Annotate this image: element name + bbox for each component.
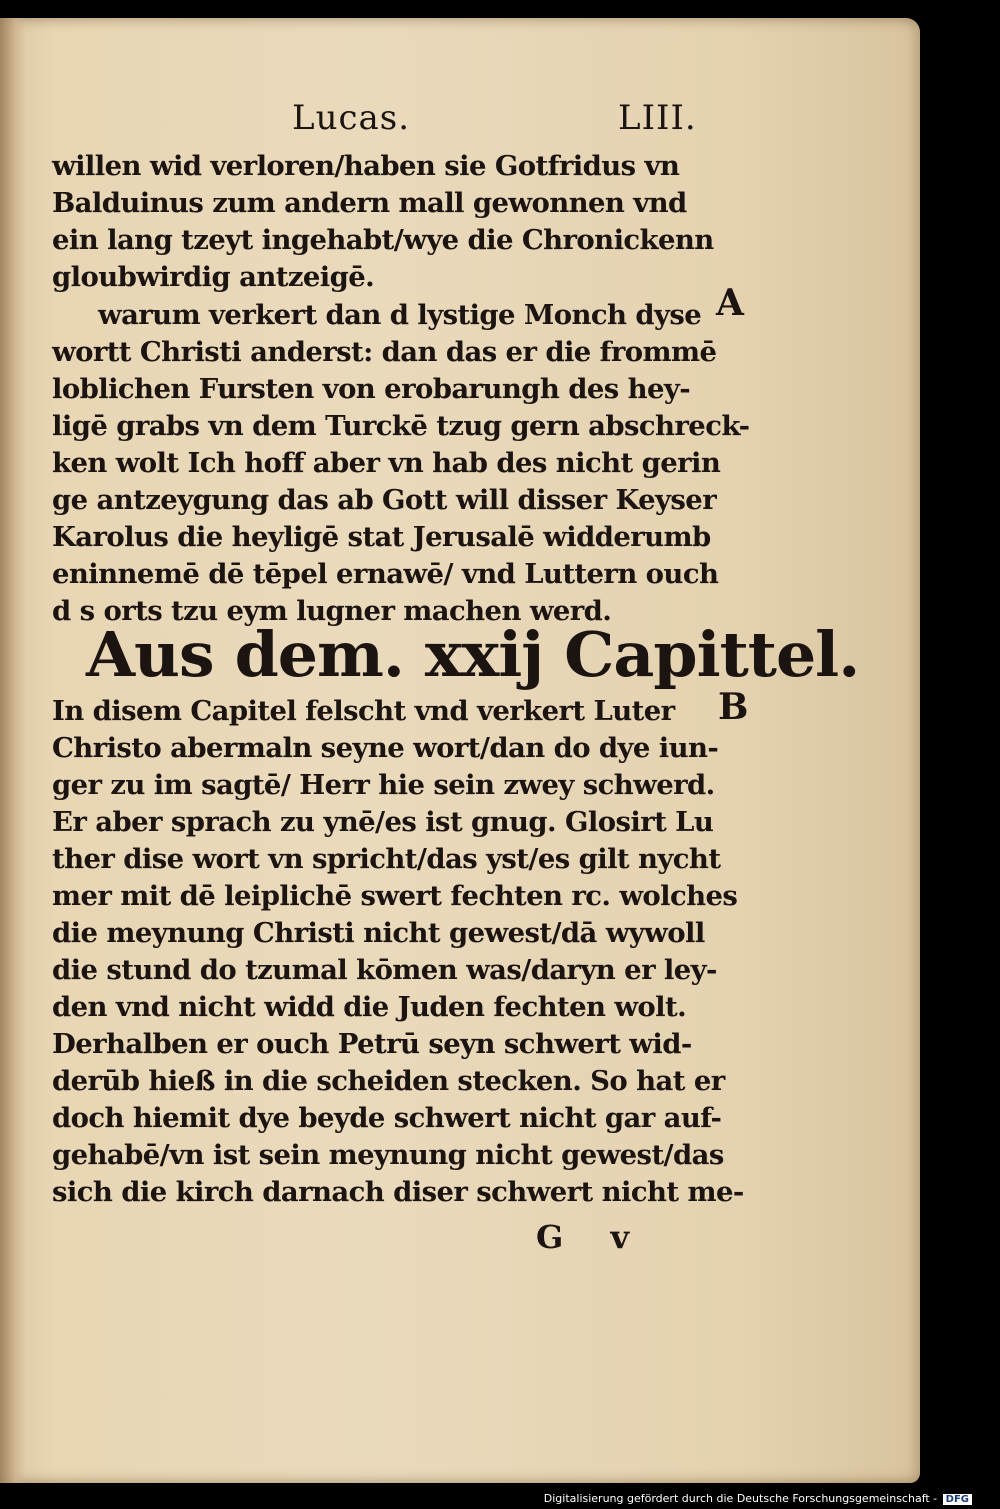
text-line: Derhalben er ouch Petrū seyn schwert wid-	[52, 1028, 692, 1060]
text-line: ligē grabs vn dem Turckē tzug gern abschreck-	[52, 410, 750, 442]
margin-marker-b: B	[718, 686, 749, 728]
text-line: eninnemē dē tēpel ernawē/ vnd Luttern ouch	[52, 558, 719, 590]
text-line: ger zu im sagtē/ Herr hie sein zwey schwerd.	[52, 769, 715, 801]
text-line: Balduinus zum andern mall gewonnen vnd	[52, 187, 687, 219]
text-line: doch hiemit dye beyde schwert nicht gar auf-	[52, 1102, 722, 1134]
text-line: loblichen Fursten von erobarungh des hey-	[52, 373, 691, 405]
text-line: ther dise wort vn spricht/das yst/es gilt nycht	[52, 843, 721, 875]
signature-mark: G v	[536, 1218, 648, 1256]
folio-number: LIII.	[618, 98, 697, 138]
text-line: gloubwirdig antzeigē.	[52, 261, 375, 293]
dfg-logo: DFG	[943, 1494, 972, 1505]
running-title: Lucas.	[292, 98, 411, 138]
text-line: die meynung Christi nicht gewest/dā wywoll	[52, 917, 705, 949]
text-line: ken wolt Ich hoff aber vn hab des nicht gerin	[52, 447, 721, 479]
text-line: In disem Capitel felscht vnd verkert Luter	[52, 695, 675, 727]
text-line: den vnd nicht widd die Juden fechten wolt.	[52, 991, 687, 1023]
margin-marker-a: A	[716, 282, 744, 324]
text-line: warum verkert dan d lystige Monch dyse	[98, 299, 702, 331]
text-line: ein lang tzeyt ingehabt/wye die Chronickenn	[52, 224, 714, 256]
text-line: willen wid verloren/haben sie Gotfridus vn	[52, 150, 680, 182]
text-line: Er aber sprach zu ynē/es ist gnug. Glosirt Lu	[52, 806, 714, 838]
text-line: Karolus die heyligē stat Jerusalē widderumb	[52, 521, 711, 553]
text-line: ge antzeygung das ab Gott will disser Keyser	[52, 484, 717, 516]
text-line: wortt Christi anderst: dan das er die frommē	[52, 336, 717, 368]
chapter-heading: Aus dem. xxij Capittel.	[86, 618, 860, 691]
book-page	[0, 18, 920, 1483]
text-line: derūb hieß in die scheiden stecken. So hat er	[52, 1065, 725, 1097]
text-line: Christo abermaln seyne wort/dan do dye iun-	[52, 732, 719, 764]
text-line: sich die kirch darnach diser schwert nicht me-	[52, 1176, 744, 1208]
credit-text: Digitalisierung gefördert durch die Deutsche Forschungsgemeinschaft -	[543, 1492, 938, 1505]
text-line: d s orts tzu eym lugner machen werd.	[52, 595, 612, 627]
digitization-credit	[544, 1492, 972, 1505]
text-line: die stund do tzumal kōmen was/daryn er ley-	[52, 954, 717, 986]
text-line: mer mit dē leiplichē swert fechten rc. wolches	[52, 880, 738, 912]
text-line: gehabē/vn ist sein meynung nicht gewest/das	[52, 1139, 724, 1171]
